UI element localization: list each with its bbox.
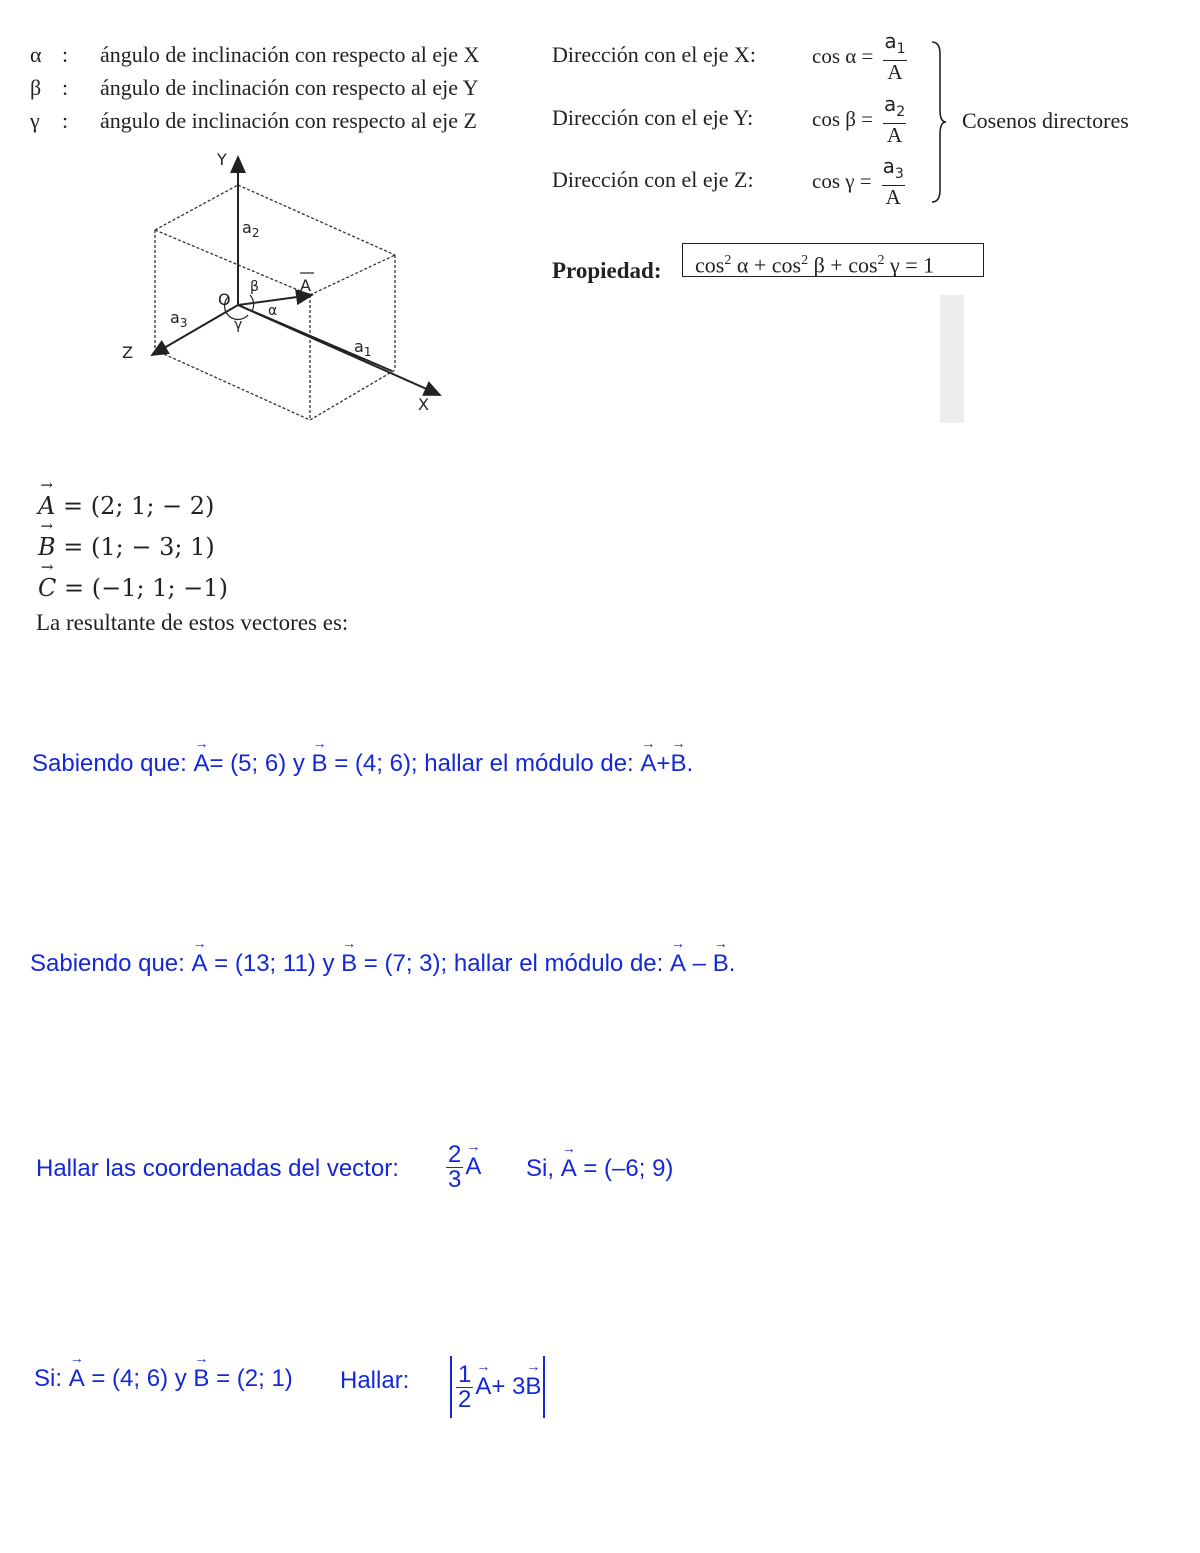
- cos-alpha-fn: cos α =: [812, 44, 874, 68]
- vector-a-definition: [38, 492, 214, 520]
- box-edge: [155, 185, 238, 230]
- plus-term: + 3: [491, 1373, 526, 1400]
- num-sub: 2: [896, 104, 906, 120]
- problem-4-given: [34, 1365, 293, 1393]
- vector-c-name: → C: [38, 574, 56, 602]
- denominator: 2: [458, 1385, 472, 1413]
- p4-text: = (4; 6) y: [84, 1365, 194, 1392]
- box-edge: [155, 350, 310, 420]
- cosenos-directores-label: Cosenos directores: [962, 108, 1129, 133]
- numerator: [881, 30, 908, 60]
- period: .: [728, 950, 736, 977]
- angle-term: α +: [731, 252, 772, 278]
- vector-a: → A: [69, 1365, 85, 1393]
- z-axis-label: Z: [122, 343, 133, 362]
- fraction: [446, 1143, 463, 1192]
- p1-text: = (5; 6) y: [209, 750, 312, 777]
- period: .: [686, 750, 694, 777]
- exponent: 2: [724, 253, 732, 268]
- vector-a-label: A: [300, 276, 311, 295]
- box-edge: [155, 230, 310, 295]
- a3-sub: 3: [179, 316, 188, 330]
- vector-3d-diagram: [100, 145, 460, 435]
- colon: :: [62, 75, 69, 100]
- direction-y-label: Dirección con el eje Y:: [552, 105, 754, 130]
- definition-gamma: ángulo de inclinación con respecto al eje Z: [100, 108, 477, 133]
- vector-b: → B: [670, 750, 686, 778]
- numerator: 2: [448, 1141, 462, 1168]
- vector-c-definition: [38, 574, 228, 602]
- box-edge: [310, 255, 395, 295]
- a2-base: a: [242, 218, 252, 237]
- vector-a-name: → A: [38, 492, 55, 520]
- problem-3-expression: [444, 1143, 481, 1192]
- p3-text: Si,: [526, 1155, 561, 1182]
- p2-text: = (13; 11) y: [207, 950, 342, 977]
- num-sub: 3: [894, 166, 904, 182]
- box-edge: [310, 370, 395, 420]
- vector-b-definition: [38, 533, 215, 561]
- gamma-label: γ: [234, 317, 243, 333]
- vector-a: → A: [561, 1155, 577, 1183]
- num-base: a: [884, 92, 897, 116]
- vector-b-name: → B: [38, 533, 56, 561]
- exponent: 2: [877, 253, 885, 268]
- cos-term: cos: [695, 252, 725, 278]
- cos-gamma-formula: [812, 155, 907, 208]
- vector-a: → A: [191, 950, 207, 978]
- definition-alpha: ángulo de inclinación con respecto al eje X: [100, 42, 480, 67]
- y-axis-label: Y: [217, 150, 227, 169]
- p2-text: = (7; 3); hallar el módulo de:: [357, 950, 670, 977]
- hallar-label: Hallar:: [340, 1367, 410, 1394]
- problem-2: [30, 950, 735, 978]
- cos-gamma-fn: cos γ =: [812, 169, 872, 193]
- vector-c-value: = (−1; 1; −1): [56, 574, 228, 602]
- p1-text: = (4; 6); hallar el módulo de:: [327, 750, 641, 777]
- right-brace-icon: [928, 40, 950, 205]
- box-edge: [238, 185, 395, 255]
- denominator: A: [883, 60, 906, 83]
- a1-label: [354, 337, 371, 359]
- p3-text: = (–6; 9): [576, 1155, 674, 1182]
- vector-b: → B: [193, 1365, 209, 1393]
- num-base: a: [882, 154, 895, 178]
- p1-text: Sabiendo que:: [32, 750, 194, 777]
- num-base: a: [884, 29, 897, 53]
- vector-a: → A: [193, 750, 209, 778]
- resultante-text: La resultante de estos vectores es:: [36, 610, 349, 635]
- problem-3-given: [526, 1155, 673, 1183]
- scroll-placeholder-bar: [940, 295, 964, 423]
- absolute-value: [450, 1356, 545, 1418]
- direction-z-label: Dirección con el eje Z:: [552, 167, 754, 192]
- cos-alpha-formula: [812, 30, 909, 83]
- alpha-symbol: α: [30, 42, 42, 67]
- p4-text: = (2; 1): [209, 1365, 293, 1392]
- denominator: A: [883, 123, 906, 146]
- minus-sign: –: [686, 950, 713, 977]
- vector-a: → A: [670, 950, 686, 978]
- property-label: Propiedad:: [552, 258, 662, 283]
- angle-term: γ = 1: [884, 252, 935, 278]
- origin-label: O: [218, 290, 231, 309]
- denominator: A: [882, 185, 905, 208]
- cos-beta-fn: cos β =: [812, 107, 874, 131]
- numerator: [880, 155, 907, 185]
- definition-beta: ángulo de inclinación con respecto al eje Y: [100, 75, 479, 100]
- z-axis: [152, 305, 238, 355]
- colon: :: [62, 108, 69, 133]
- a3-label: [170, 308, 187, 330]
- vector-a: → A: [640, 750, 656, 778]
- gamma-symbol: γ: [30, 108, 40, 133]
- problem-1: [32, 750, 693, 778]
- x-axis-label: X: [418, 395, 429, 414]
- vector-b: → B: [713, 950, 729, 978]
- a1-sub: 1: [363, 345, 372, 359]
- problem-4-expression: [450, 1356, 545, 1418]
- a3-base: a: [170, 308, 180, 327]
- alpha-label: α: [268, 303, 278, 319]
- p2-text: Sabiendo que:: [30, 950, 192, 977]
- vector-a-value: = (2; 1; − 2): [55, 492, 215, 520]
- colon: :: [62, 42, 69, 67]
- num-sub: 1: [896, 41, 906, 57]
- denominator: 3: [448, 1166, 462, 1193]
- numerator: [881, 93, 908, 123]
- beta-symbol: β: [30, 75, 42, 100]
- direction-x-label: Dirección con el eje X:: [552, 42, 757, 67]
- vector-b: → B: [341, 950, 357, 978]
- a2-sub: 2: [251, 226, 260, 240]
- fraction: [881, 30, 908, 83]
- problem-3-text: Hallar las coordenadas del vector:: [36, 1155, 399, 1182]
- vector-b: → B: [312, 750, 328, 778]
- vector-a: → A: [475, 1373, 491, 1401]
- fraction: [881, 93, 908, 146]
- a1-base: a: [354, 337, 364, 356]
- a1-segment: [238, 305, 392, 371]
- plus-sign: +: [656, 750, 671, 777]
- cos-term: cos: [771, 252, 802, 278]
- property-formula-box: [682, 243, 984, 277]
- exponent: 2: [801, 253, 809, 268]
- p4-text: Si:: [34, 1365, 69, 1392]
- vector-b-value: = (1; − 3; 1): [55, 533, 215, 561]
- a2-label: [242, 218, 259, 240]
- numerator: 1: [458, 1360, 472, 1388]
- fraction: [456, 1360, 473, 1413]
- cos-beta-formula: [812, 93, 908, 146]
- fraction: [880, 155, 907, 208]
- angle-term: β +: [808, 252, 849, 278]
- vector-a: → A: [465, 1153, 481, 1181]
- cos-term: cos: [848, 252, 878, 278]
- vector-b: → B: [525, 1373, 541, 1401]
- beta-label: β: [250, 279, 259, 295]
